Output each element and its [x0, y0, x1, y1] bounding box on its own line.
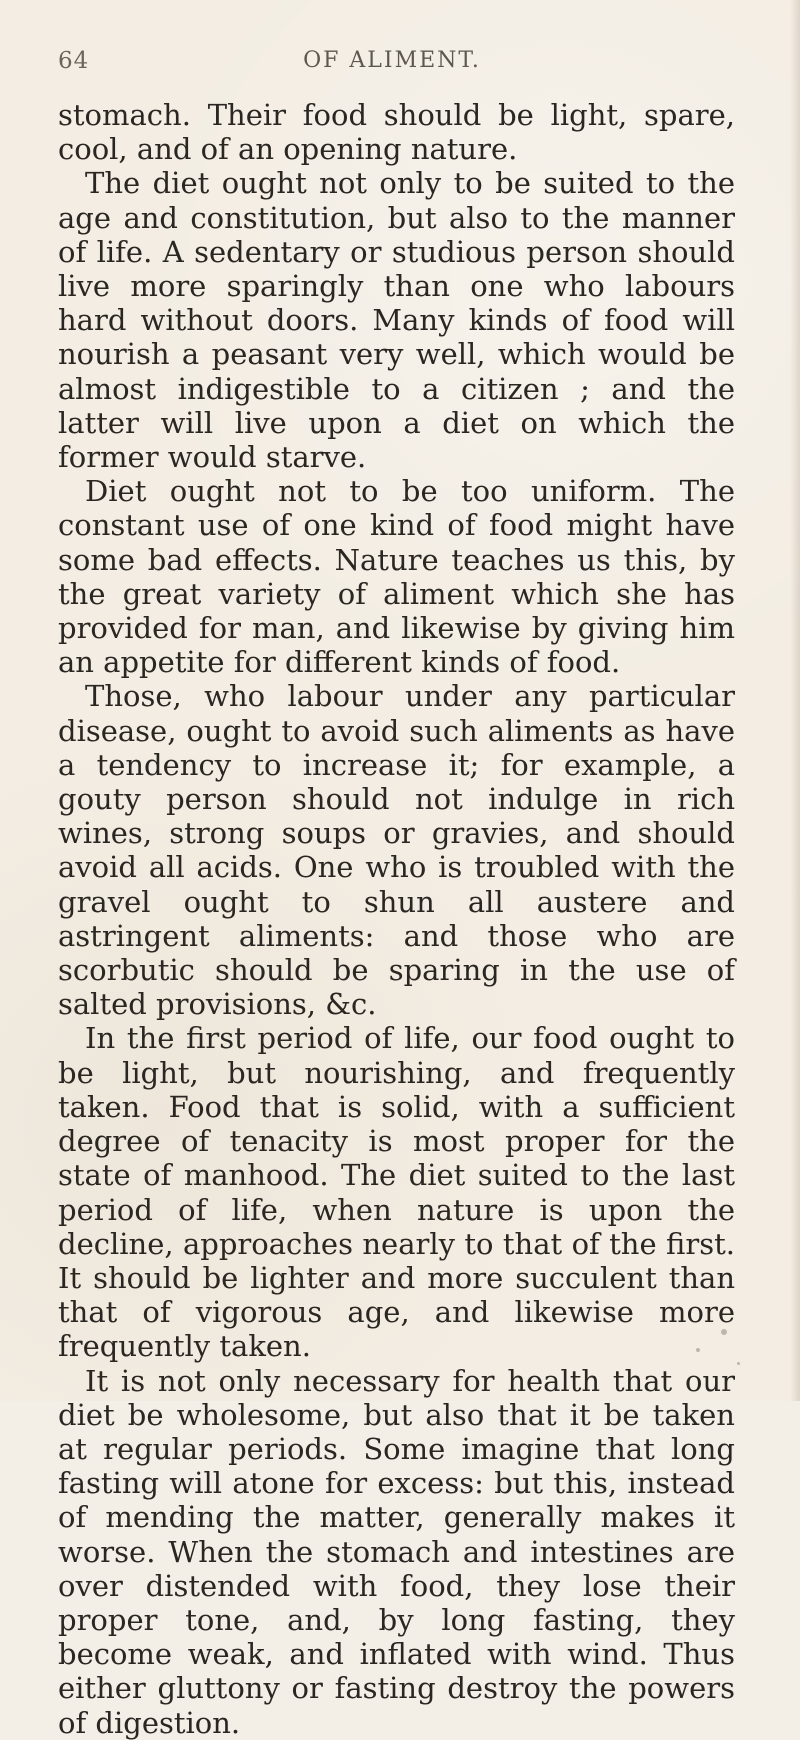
- paragraph-6: It is not only necessary for health that our diet be wholesome, but also that it be taken at regular periods. Some imagine that long fasting will atone for excess: but this, instead of mending the matter, generally makes it worse. When the stomach and intestines are over distended with food, they lose their proper tone, and, by long fasting, they become weak, and inflated with wind. Thus either gluttony or fasting destroy the powers of digestion.: [58, 1363, 735, 1740]
- paper-speck: [721, 1329, 727, 1335]
- paragraph-4: Those, who labour under any particular disease, ought to avoid such aliments as have a tendency to increase it; for example, a gouty person should not indulge in rich wines, strong soups or gravies, and should avoid all acids. One who is troubled with the gravel ought to shun all austere and astringent aliments: and those who are scorbutic should be sparing in the use of salted provisions, &c.: [58, 679, 735, 1022]
- page-number: 64: [58, 48, 90, 74]
- paragraph-2: The diet ought not only to be suited to the age and constitution, but also to the manner of life. A sedentary or studious person should live more sparingly than one who labours hard without doors. Many kinds of food will nourish a peasant very well, which would be almost indigestible to a citizen ; and the latter will live upon a diet on which the former would starve.: [58, 166, 735, 475]
- running-head: OF ALIMENT.: [303, 48, 481, 73]
- paper-speck: [737, 1362, 740, 1365]
- page-header: [58, 48, 726, 84]
- page-edge-shadow: [790, 0, 800, 1401]
- paragraph-3: Diet ought not to be too uniform. The constant use of one kind of food might have some bad effects. Nature teaches us this, by the great variety of aliment which she has provided for man, and likewise by giving him an appetite for different kinds of food.: [58, 474, 735, 680]
- paragraph-1: stomach. Their food should be light, spare, cool, and of an opening nature.: [58, 98, 735, 167]
- paper-speck: [696, 1348, 700, 1352]
- paragraph-5: In the first period of life, our food ought to be light, but nourishing, and frequently taken. Food that is solid, with a sufficient degree of tenacity is most proper for the state of manhood. The diet suited to the last period of life, when nature is upon the decline, approaches nearly to that of the first. It should be lighter and more succulent than that of vigorous age, and likewise more frequently taken.: [58, 1021, 735, 1364]
- page-body: [58, 98, 735, 1740]
